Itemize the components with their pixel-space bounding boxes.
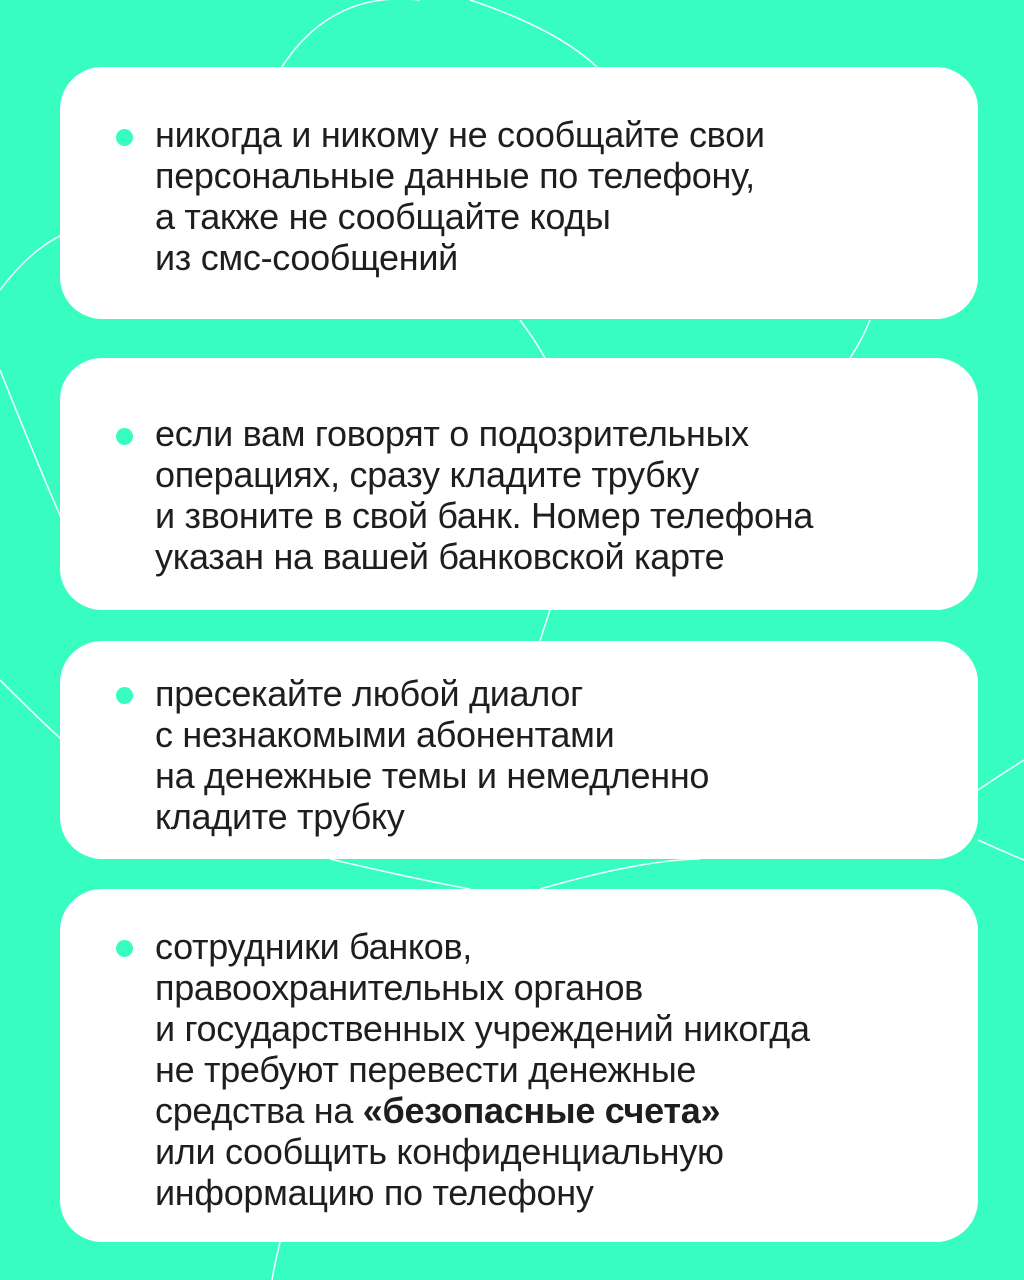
tip-line: или сообщить конфиденциальную — [155, 1131, 724, 1172]
tip-line: с незнакомыми абонентами — [155, 714, 615, 755]
tip-line: правоохранительных органов — [155, 967, 643, 1008]
tip-card-2 — [60, 358, 978, 610]
tip-line: персональные данные по телефону, — [155, 155, 755, 196]
tip-line: сотрудники банков, — [155, 926, 473, 967]
tip-line: на денежные темы и немедленно — [155, 755, 710, 796]
bullet-dot-icon — [116, 129, 133, 146]
tip-text-4 — [155, 926, 948, 1213]
tip-text-1 — [155, 114, 948, 278]
bullet-dot-icon — [116, 687, 133, 704]
tip-line: и государственных учреждений никогда — [155, 1008, 810, 1049]
bullet-dot-icon — [116, 940, 133, 957]
tip-line: никогда и никому не сообщайте свои — [155, 114, 765, 155]
tip-line: информацию по телефону — [155, 1172, 594, 1213]
tip-card-1 — [60, 67, 978, 319]
tip-line: и звоните в свой банк. Номер телефона — [155, 495, 814, 536]
tip-line: пресекайте любой диалог — [155, 673, 583, 714]
bullet-dot-icon — [116, 428, 133, 445]
safe-accounts-emphasis: «безопасные счета» — [362, 1090, 721, 1131]
tip-line-with-emphasis — [155, 1090, 948, 1131]
tip-text-3 — [155, 673, 948, 837]
tip-card-3 — [60, 641, 978, 859]
tip-line: операциях, сразу кладите трубку — [155, 454, 699, 495]
tip-line: если вам говорят о подозрительных — [155, 413, 749, 454]
tip-card-4 — [60, 889, 978, 1242]
tip-line: указан на вашей банковской карте — [155, 536, 725, 577]
tip-text-2 — [155, 413, 948, 577]
tip-line-prefix: средства на — [155, 1090, 363, 1131]
tip-line: не требуют перевести денежные — [155, 1049, 697, 1090]
tip-line: а также не сообщайте коды — [155, 196, 611, 237]
tip-line: кладите трубку — [155, 796, 405, 837]
tip-line: из смс-сообщений — [155, 237, 458, 278]
